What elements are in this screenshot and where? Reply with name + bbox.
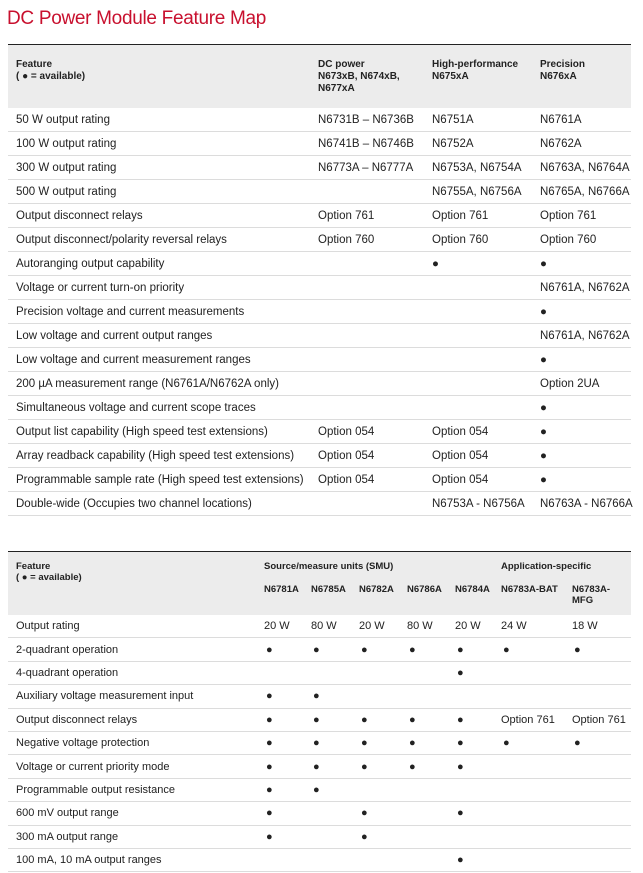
value-cell [564, 685, 631, 708]
table1-header-feature [8, 45, 310, 108]
value-cell [310, 180, 424, 204]
feature-cell: 4-quadrant operation [8, 661, 256, 684]
value-cell [351, 778, 399, 801]
value-cell [310, 396, 424, 420]
value-cell: ● [447, 848, 493, 871]
table-row [8, 252, 631, 276]
value-cell: Option 054 [310, 444, 424, 468]
header-legend: ( ● = available) [16, 572, 82, 583]
feature-cell: Simultaneous voltage and current scope traces [8, 396, 310, 420]
value-cell: N6773A – N6777A [310, 156, 424, 180]
table-row [8, 468, 631, 492]
table2-header-feature [8, 552, 256, 615]
table-row [8, 276, 631, 300]
table-row [8, 731, 631, 754]
value-cell: ● [351, 708, 399, 731]
value-cell: ● [399, 638, 447, 661]
value-cell: ● [447, 755, 493, 778]
value-cell: ● [564, 731, 631, 754]
feature-cell: 100 W output rating [8, 132, 310, 156]
model-header: N6782A [351, 572, 399, 615]
table-row [8, 372, 631, 396]
value-cell [351, 685, 399, 708]
value-cell [493, 685, 564, 708]
value-cell: Option 760 [310, 228, 424, 252]
table-row [8, 300, 631, 324]
value-cell: ● [399, 731, 447, 754]
feature-cell: 100 mA, 10 mA output ranges [8, 848, 256, 871]
value-cell: ● [351, 638, 399, 661]
value-cell [351, 661, 399, 684]
value-cell: Option 054 [424, 420, 532, 444]
feature-cell: Voltage or current priority mode [8, 755, 256, 778]
value-cell: N6741B – N6746B [310, 132, 424, 156]
value-cell [447, 778, 493, 801]
value-cell [310, 252, 424, 276]
value-cell: ● [399, 755, 447, 778]
table-row [8, 685, 631, 708]
value-cell [303, 802, 351, 825]
value-cell [493, 848, 564, 871]
value-cell [493, 661, 564, 684]
value-cell: ● [532, 252, 631, 276]
value-cell: ● [256, 638, 303, 661]
value-cell: ● [256, 731, 303, 754]
table-row [8, 802, 631, 825]
feature-cell: 300 W output rating [8, 156, 310, 180]
table2-header-application-group: Application-specific [493, 552, 631, 572]
value-cell: ● [303, 685, 351, 708]
model-header: N6781A [256, 572, 303, 615]
feature-cell: Autoranging output capability [8, 252, 310, 276]
value-cell: Option 2UA [532, 372, 631, 396]
feature-cell: Output disconnect/polarity reversal relays [8, 228, 310, 252]
value-cell [310, 372, 424, 396]
value-cell: 80 W [399, 615, 447, 638]
table1-header-row [8, 45, 631, 108]
table-row [8, 755, 631, 778]
table-row [8, 156, 631, 180]
feature-cell: Output disconnect relays [8, 204, 310, 228]
value-cell [310, 300, 424, 324]
table-row [8, 661, 631, 684]
value-cell [564, 848, 631, 871]
model-header: N6785A [303, 572, 351, 615]
value-cell [564, 778, 631, 801]
value-cell: Option 761 [310, 204, 424, 228]
table2-header-smu-group: Source/measure units (SMU) [256, 552, 493, 572]
value-cell: ● [351, 825, 399, 848]
table2-header-row-1 [8, 552, 631, 572]
feature-cell: Negative voltage protection [8, 731, 256, 754]
value-cell: N6751A [424, 108, 532, 132]
feature-cell: Programmable sample rate (High speed test extensions) [8, 468, 310, 492]
value-cell [493, 755, 564, 778]
feature-cell: Programmable output resistance [8, 778, 256, 801]
value-cell: 18 W [564, 615, 631, 638]
header-feature-label: Feature [16, 59, 53, 70]
value-cell [447, 825, 493, 848]
table1-header-high-performance [424, 45, 532, 108]
feature-cell: Precision voltage and current measurements [8, 300, 310, 324]
value-cell [303, 661, 351, 684]
header-feature-label: Feature [16, 561, 51, 572]
page-title: DC Power Module Feature Map [7, 8, 267, 29]
value-cell: ● [303, 708, 351, 731]
value-cell [493, 825, 564, 848]
value-cell: N6765A, N6766A [532, 180, 631, 204]
value-cell: N6761A [532, 108, 631, 132]
value-cell: Option 054 [424, 468, 532, 492]
value-cell: ● [256, 708, 303, 731]
value-cell: ● [564, 638, 631, 661]
table-row [8, 180, 631, 204]
value-cell [424, 348, 532, 372]
table-row [8, 348, 631, 372]
value-cell: Option 761 [532, 204, 631, 228]
table-row [8, 848, 631, 871]
value-cell: N6762A [532, 132, 631, 156]
feature-cell: Low voltage and current measurement ranges [8, 348, 310, 372]
feature-cell: Output rating [8, 615, 256, 638]
value-cell [310, 348, 424, 372]
value-cell: N6763A, N6764A [532, 156, 631, 180]
table-row [8, 778, 631, 801]
table1-header-dc-power [310, 45, 424, 108]
table-row [8, 708, 631, 731]
value-cell [424, 372, 532, 396]
value-cell [399, 802, 447, 825]
value-cell: ● [351, 755, 399, 778]
header-line: High-performance [432, 59, 519, 70]
value-cell [303, 848, 351, 871]
value-cell: 20 W [256, 615, 303, 638]
value-cell: ● [256, 778, 303, 801]
header-line: Precision [540, 59, 586, 70]
value-cell: ● [303, 638, 351, 661]
value-cell: 24 W [493, 615, 564, 638]
feature-cell: Auxiliary voltage measurement input [8, 685, 256, 708]
table-row [8, 615, 631, 638]
value-cell [564, 825, 631, 848]
value-cell: ● [532, 300, 631, 324]
value-cell: ● [532, 444, 631, 468]
value-cell: N6761A, N6762A [532, 324, 631, 348]
table-row [8, 492, 631, 516]
value-cell: N6752A [424, 132, 532, 156]
feature-cell: 500 W output rating [8, 180, 310, 204]
value-cell: Option 760 [532, 228, 631, 252]
feature-cell: Double-wide (Occupies two channel locations) [8, 492, 310, 516]
header-line: N675xA [432, 71, 469, 82]
header-line: N676xA [540, 71, 577, 82]
model-header: N6784A [447, 572, 493, 615]
value-cell: ● [493, 731, 564, 754]
table-row [8, 444, 631, 468]
table-row [8, 825, 631, 848]
value-cell: ● [447, 661, 493, 684]
value-cell [399, 661, 447, 684]
value-cell [399, 685, 447, 708]
feature-cell: Output disconnect relays [8, 708, 256, 731]
value-cell [310, 324, 424, 348]
table1-body [8, 108, 631, 516]
value-cell [493, 778, 564, 801]
value-cell: N6753A - N6756A [424, 492, 532, 516]
value-cell: ● [303, 755, 351, 778]
value-cell [303, 825, 351, 848]
value-cell [564, 802, 631, 825]
table-row [8, 108, 631, 132]
value-cell [399, 825, 447, 848]
value-cell: ● [351, 731, 399, 754]
value-cell [310, 492, 424, 516]
value-cell: ● [447, 731, 493, 754]
value-cell: N6763A - N6766A [532, 492, 631, 516]
header-line: N673xB, N674xB, [318, 71, 400, 82]
value-cell: 20 W [447, 615, 493, 638]
value-cell: Option 760 [424, 228, 532, 252]
feature-cell: 50 W output rating [8, 108, 310, 132]
value-cell: ● [424, 252, 532, 276]
value-cell: ● [447, 802, 493, 825]
value-cell [424, 276, 532, 300]
value-cell: 80 W [303, 615, 351, 638]
table-row [8, 228, 631, 252]
value-cell: Option 054 [310, 468, 424, 492]
value-cell: Option 761 [564, 708, 631, 731]
value-cell: ● [256, 802, 303, 825]
model-header: N6786A [399, 572, 447, 615]
value-cell: N6753A, N6754A [424, 156, 532, 180]
feature-cell: 2-quadrant operation [8, 638, 256, 661]
table-row [8, 638, 631, 661]
model-header: N6783A-BAT [493, 572, 564, 615]
value-cell: ● [303, 731, 351, 754]
value-cell: ● [256, 825, 303, 848]
value-cell: ● [447, 708, 493, 731]
feature-cell: 300 mA output range [8, 825, 256, 848]
value-cell: ● [532, 396, 631, 420]
feature-cell: Output list capability (High speed test extensions) [8, 420, 310, 444]
value-cell [424, 324, 532, 348]
value-cell: ● [493, 638, 564, 661]
feature-cell: Array readback capability (High speed test extensions) [8, 444, 310, 468]
table-row [8, 324, 631, 348]
table-row [8, 396, 631, 420]
value-cell: ● [532, 420, 631, 444]
value-cell [424, 396, 532, 420]
feature-cell: Low voltage and current output ranges [8, 324, 310, 348]
value-cell: ● [532, 348, 631, 372]
value-cell: 20 W [351, 615, 399, 638]
value-cell: ● [447, 638, 493, 661]
value-cell: Option 761 [424, 204, 532, 228]
value-cell: Option 761 [493, 708, 564, 731]
feature-cell: 200 µA measurement range (N6761A/N6762A only) [8, 372, 310, 396]
header-legend: ( ● = available) [16, 71, 86, 82]
feature-cell: Voltage or current turn-on priority [8, 276, 310, 300]
header-line: DC power [318, 59, 365, 70]
value-cell [564, 755, 631, 778]
value-cell: N6731B – N6736B [310, 108, 424, 132]
value-cell: N6761A, N6762A [532, 276, 631, 300]
value-cell [256, 848, 303, 871]
table1-header-precision [532, 45, 631, 108]
value-cell: ● [303, 778, 351, 801]
table-row [8, 420, 631, 444]
value-cell [447, 685, 493, 708]
table2-body [8, 615, 631, 872]
table-row [8, 132, 631, 156]
value-cell [399, 778, 447, 801]
header-line: N677xA [318, 83, 355, 94]
value-cell [310, 276, 424, 300]
value-cell: Option 054 [310, 420, 424, 444]
value-cell: ● [351, 802, 399, 825]
value-cell: Option 054 [424, 444, 532, 468]
value-cell: ● [399, 708, 447, 731]
model-header: N6783A-MFG [564, 572, 631, 615]
value-cell [351, 848, 399, 871]
value-cell [564, 661, 631, 684]
feature-table-smu [8, 552, 631, 872]
value-cell: N6755A, N6756A [424, 180, 532, 204]
feature-cell: 600 mV output range [8, 802, 256, 825]
value-cell [424, 300, 532, 324]
value-cell [256, 661, 303, 684]
value-cell: ● [256, 685, 303, 708]
table-row [8, 204, 631, 228]
feature-table-dc-power [8, 45, 631, 516]
value-cell: ● [532, 468, 631, 492]
value-cell [399, 848, 447, 871]
value-cell [493, 802, 564, 825]
value-cell: ● [256, 755, 303, 778]
